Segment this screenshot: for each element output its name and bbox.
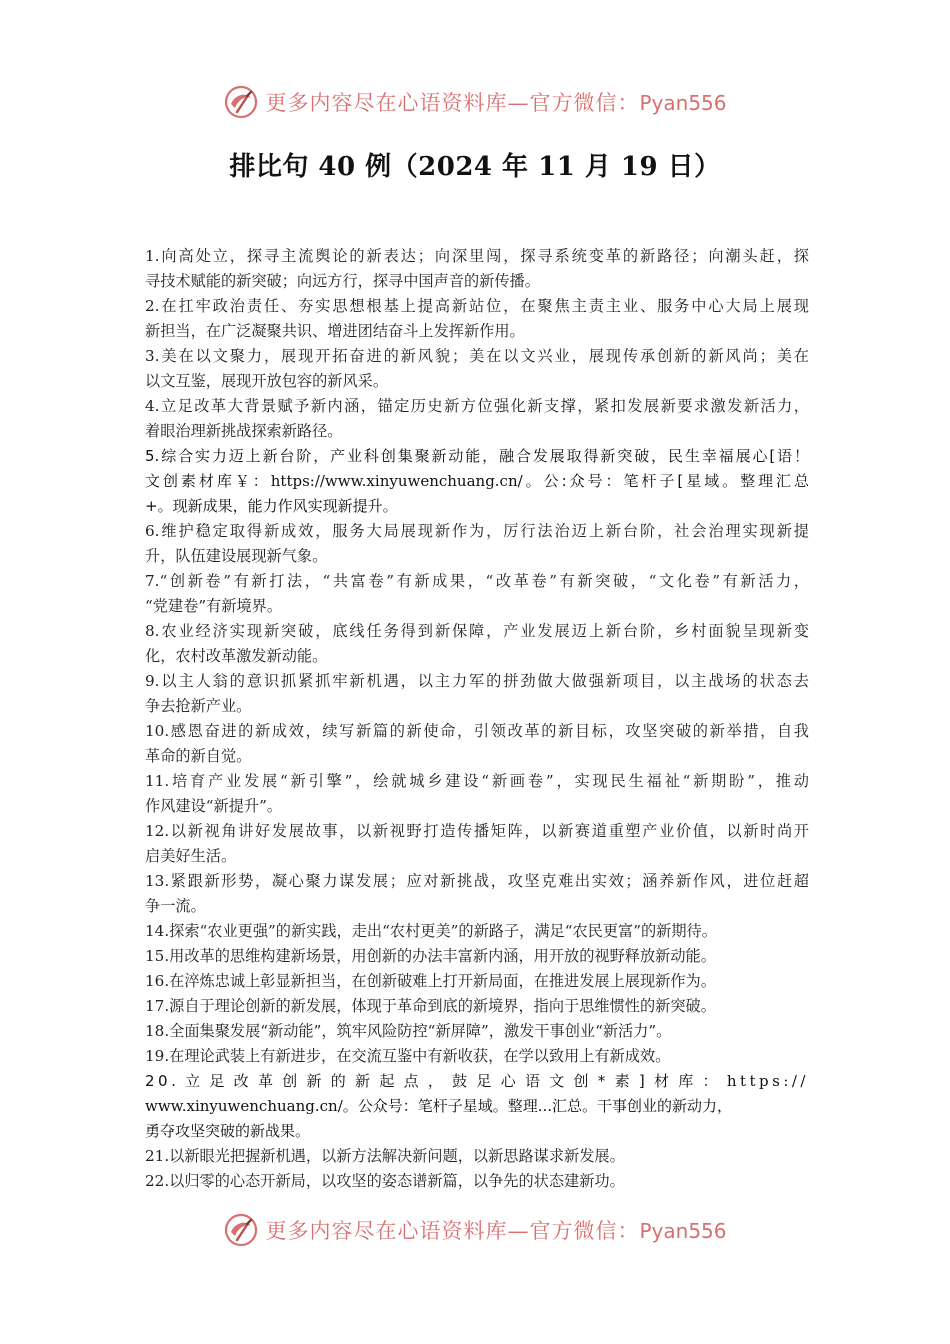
list-item <box>145 444 809 519</box>
item-line: 13.紧跟新形势，凝心聚力谋发展；应对新挑战，攻坚克难出实效；涵养新作风，进位赶超 <box>145 872 809 890</box>
item-line: 化，农村改革激发新动能。 <box>145 647 328 665</box>
list-item <box>145 719 809 769</box>
watermark-text: 。公:众号：笔杆子[星域。整理汇总 <box>522 472 809 490</box>
item-line: 19.在理论武装上有新进步，在交流互鉴中有新收获，在学以致用上有新成效。 <box>145 1047 671 1065</box>
list-item <box>145 519 809 569</box>
page-title: 排比句 40 例（2024 年 11 月 19 日） <box>229 152 721 182</box>
item-line: 18.全面集聚发展“新动能”，筑牢风险防控“新屏障”，激发干事创业“新活力”。 <box>145 1022 672 1040</box>
banner-wechat-handle: Pyan556 <box>639 1219 727 1243</box>
item-line: 争一流。 <box>145 897 206 915</box>
list-item <box>145 969 809 994</box>
item-line: 以文互鉴，展现开放包容的新风采。 <box>145 372 388 390</box>
item-line: 争去抢新产业。 <box>145 697 252 715</box>
banner-wechat-handle: Pyan556 <box>639 91 727 115</box>
list-item <box>145 819 809 869</box>
item-line: 17.源自于理论创新的新发展，体现于革命到底的新境界，指向于思维惯性的新突破。 <box>145 997 716 1015</box>
inline-url: https://www.xinyuwenchuang.cn/ <box>270 472 523 490</box>
item-line: 8.农业经济实现新突破，底线任务得到新保障，产业发展迈上新台阶，乡村面貌呈现新变 <box>145 622 809 640</box>
watermark-text: 。公众号：笔杆子星域。整理...汇总。干事创业的新动力， <box>342 1097 733 1115</box>
item-line: 4.立足改革大背景赋予新内涵，锚定历史新方位强化新支撑，紧扣发展新要求激发新活力， <box>145 397 809 415</box>
item-line: “党建卷”有新境界。 <box>145 597 283 615</box>
list-item <box>145 1069 809 1144</box>
item-line: 7.“创新卷”有新打法，“共富卷”有新成果，“改革卷”有新突破，“文化卷”有新活力， <box>145 572 809 590</box>
list-item <box>145 619 809 669</box>
list-item <box>145 1144 809 1169</box>
item-line: 着眼治理新挑战探索新路径。 <box>145 422 343 440</box>
list-item <box>145 669 809 719</box>
banner-promo-text: 更多内容尽在心语资料库—官方微信： <box>265 91 640 115</box>
document-body <box>145 244 809 1194</box>
list-item <box>145 244 809 294</box>
item-line: 寻技术赋能的新突破；向远方行，探寻中国声音的新传播。 <box>145 272 540 290</box>
item-line <box>145 1094 809 1119</box>
item-line: 10.感恩奋进的新成效，续写新篇的新使命，引领改革的新目标，攻坚突破的新举措，自我 <box>145 722 809 740</box>
list-item <box>145 569 809 619</box>
watermark-text: 20.立足改革创新的新起点，鼓足心语文创*素]材库： <box>145 1072 727 1090</box>
item-line: 9.以主人翁的意识抓紧抓牢新机遇，以主力军的拼劲做大做强新项目，以主战场的状态去 <box>145 672 809 690</box>
list-item <box>145 994 809 1019</box>
list-item <box>145 944 809 969</box>
item-line: 12.以新视角讲好发展故事，以新视野打造传播矩阵，以新赛道重塑产业价值，以新时尚开 <box>145 822 809 840</box>
item-line: 5.综合实力迈上新台阶，产业科创集聚新动能，融合发展取得新突破，民生幸福展心[语！ <box>145 447 809 465</box>
watermark-text: 文创素材库￥： <box>145 472 271 490</box>
item-line: 11.培育产业发展“新引擎”，绘就城乡建设“新画卷”，实现民生福祉“新期盼”，推动 <box>145 772 809 790</box>
inline-url: www.xinyuwenchuang.cn/ <box>145 1097 343 1115</box>
item-line: 14.探索“农业更强”的新实践，走出“农村更美”的新路子，满足“农民更富”的新期待。 <box>145 922 717 940</box>
pen-swirl-logo-icon <box>223 84 259 120</box>
list-item <box>145 294 809 344</box>
list-item <box>145 769 809 819</box>
item-line: 16.在淬炼忠诚上彰显新担当，在创新破难上打开新局面，在推进发展上展现新作为。 <box>145 972 716 990</box>
item-line: 22.以归零的心态开新局，以攻坚的姿态谱新篇，以争先的状态建新功。 <box>145 1172 625 1190</box>
list-item <box>145 344 809 394</box>
inline-url: https:// <box>726 1072 809 1090</box>
item-line: 革命的新自觉。 <box>145 747 252 765</box>
item-line: 启美好生活。 <box>145 847 237 865</box>
footer-banner <box>0 1208 950 1252</box>
item-line: +。现新成果，能力作风实现新提升。 <box>145 497 398 515</box>
pen-swirl-logo-icon <box>223 1212 259 1248</box>
banner-promo-text: 更多内容尽在心语资料库—官方微信： <box>265 1219 640 1243</box>
item-line: 勇夺攻坚突破的新战果。 <box>145 1122 311 1140</box>
item-line: 作风建设“新提升”。 <box>145 797 283 815</box>
item-line <box>145 469 809 494</box>
item-line: 15.用改革的思维构建新场景，用创新的办法丰富新内涵，用开放的视野释放新动能。 <box>145 947 716 965</box>
item-line: 2.在扛牢政治责任、夯实思想根基上提高新站位，在聚焦主责主业、服务中心大局上展现 <box>145 297 809 315</box>
list-item <box>145 394 809 444</box>
header-banner <box>0 80 950 124</box>
banner-text <box>265 1215 726 1245</box>
list-item <box>145 919 809 944</box>
item-line: 1.向高处立，探寻主流舆论的新表达；向深里闯，探寻系统变革的新路径；向潮头赶，探 <box>145 247 809 265</box>
list-item <box>145 1044 809 1069</box>
list-item <box>145 1169 809 1194</box>
item-line: 新担当，在广泛凝聚共识、增进团结奋斗上发挥新作用。 <box>145 322 525 340</box>
banner-text <box>265 87 726 117</box>
list-item <box>145 1019 809 1044</box>
item-line: 升，队伍建设展现新气象。 <box>145 547 328 565</box>
item-line: 6.维护稳定取得新成效，服务大局展现新作为，厉行法治迈上新台阶，社会治理实现新提 <box>145 522 809 540</box>
item-line: 21.以新眼光把握新机遇，以新方法解决新问题，以新思路谋求新发展。 <box>145 1147 625 1165</box>
item-line: 3.美在以文聚力，展现开拓奋进的新风貌；美在以文兴业，展现传承创新的新风尚；美在 <box>145 347 809 365</box>
list-item <box>145 869 809 919</box>
item-line <box>145 1069 809 1094</box>
